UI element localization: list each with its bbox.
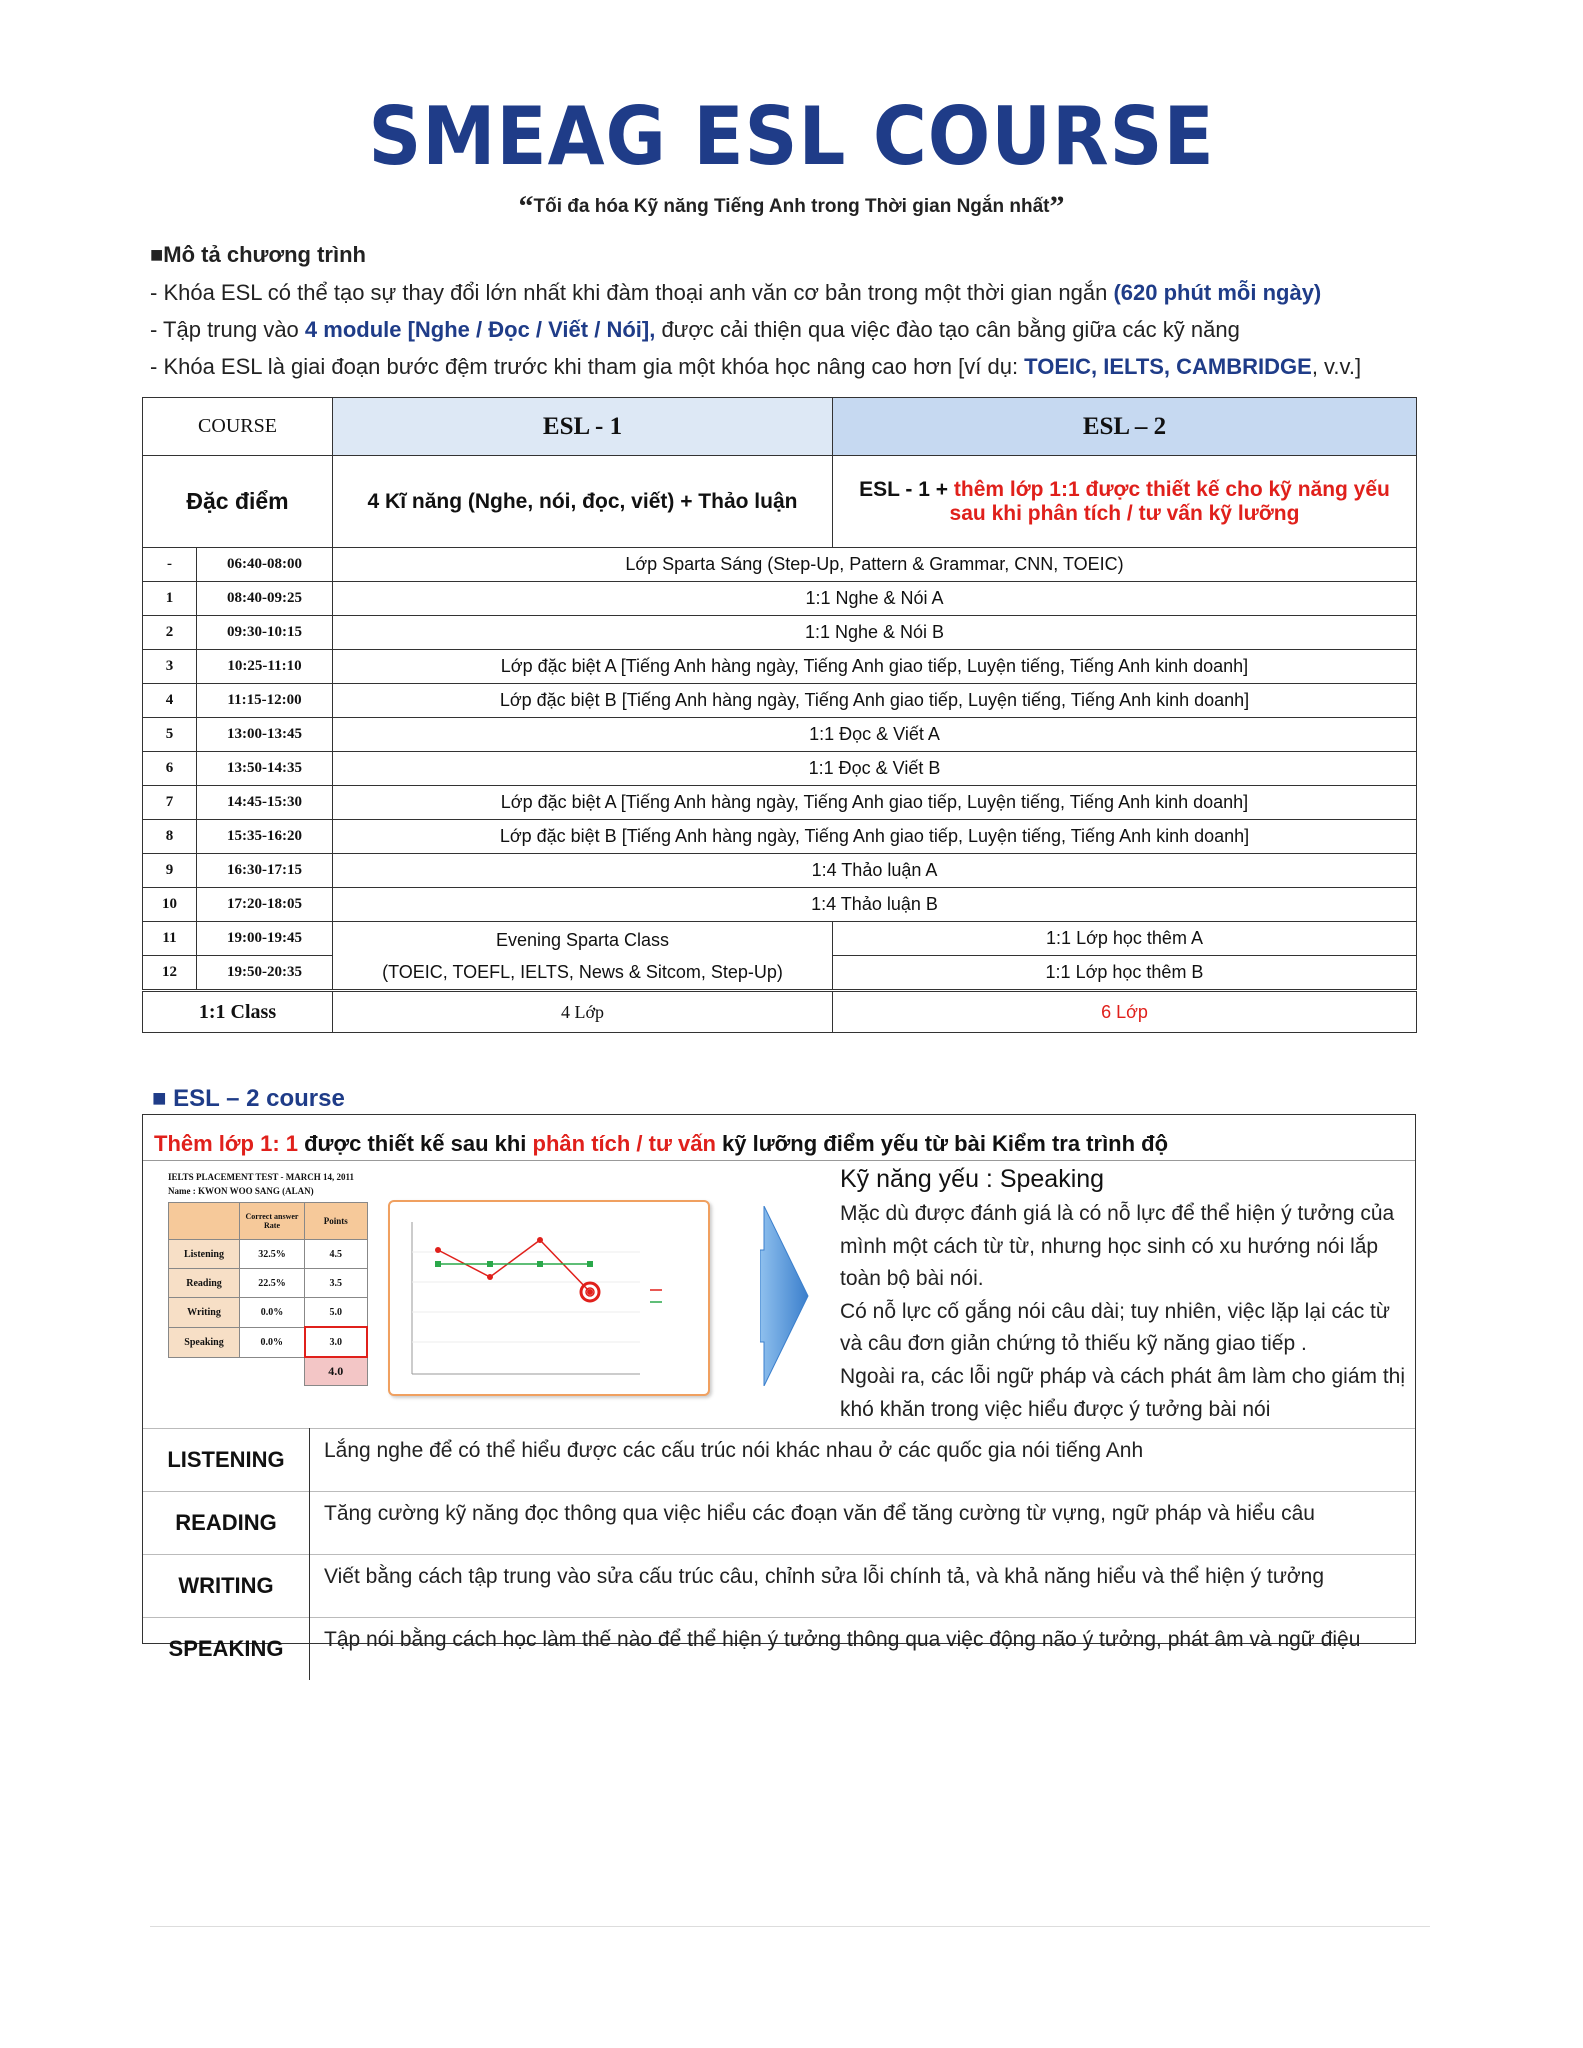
esl2-extra-class: 1:1 Lớp học thêm B: [833, 956, 1417, 991]
row-class: 1:4 Thảo luận B: [333, 888, 1417, 922]
row-class: 1:1 Nghe & Nói A: [333, 582, 1417, 616]
skill-row: [143, 1618, 1415, 1681]
skill-description: Tăng cường kỹ năng đọc thông qua việc hiểu các đoạn văn để tăng cường từ vựng, ngữ pháp và hiểu câu: [310, 1492, 1416, 1555]
score-row: [169, 1298, 368, 1328]
score-skill: Listening: [169, 1240, 240, 1269]
esl2-section-heading: ■ ESL – 2 course: [152, 1085, 345, 1112]
row-class: Lớp đặc biệt B [Tiếng Anh hàng ngày, Tiếng Anh giao tiếp, Luyện tiếng, Tiếng Anh kinh doanh]: [333, 820, 1417, 854]
skill-row: [143, 1429, 1415, 1492]
score-points: 5.0: [305, 1298, 368, 1328]
skills-rows: [143, 1429, 1415, 1681]
row-class: Lớp đặc biệt B [Tiếng Anh hàng ngày, Tiếng Anh giao tiếp, Luyện tiếng, Tiếng Anh kinh doanh]: [333, 684, 1417, 718]
schedule-row: [143, 582, 1417, 616]
page-title: SMEAG ESL COURSE: [368, 90, 1215, 183]
feature-label: Đặc điểm: [143, 456, 333, 548]
score-chart-svg: [390, 1202, 708, 1394]
schedule-row: [143, 888, 1417, 922]
schedule-table: [142, 397, 1417, 1033]
weak-skill-paragraph: Ngoài ra, các lỗi ngữ pháp và cách phát âm làm cho giám thị khó khăn trong việc hiểu được ý tưởng bài nói: [840, 1364, 1406, 1421]
row-number: 8: [143, 820, 197, 854]
score-rate: 32.5%: [240, 1240, 305, 1269]
row-time: 15:35-16:20: [197, 820, 333, 854]
row-time: 11:15-12:00: [197, 684, 333, 718]
skills-table: [143, 1428, 1415, 1680]
line2-highlight: 4 module [Nghe / Đọc / Viết / Nói],: [304, 317, 656, 342]
schedule-row: [143, 718, 1417, 752]
description-line-1: [150, 280, 1321, 306]
score-points: 3.5: [305, 1269, 368, 1298]
esl2-section-intro: [154, 1131, 1168, 1157]
schedule-row: [143, 854, 1417, 888]
schedule-row: [143, 650, 1417, 684]
skill-description: Tập nói bằng cách học làm thế nào để thể hiện ý tưởng thông qua việc động não ý tưởng, phát âm và ngữ điệu: [310, 1618, 1416, 1681]
score-row: [169, 1327, 368, 1357]
row-number: 7: [143, 786, 197, 820]
intro-text-b: được thiết kế sau khi: [298, 1131, 533, 1156]
row-number: 3: [143, 650, 197, 684]
row-time: 08:40-09:25: [197, 582, 333, 616]
skill-description: Lắng nghe để có thể hiểu được các cấu trúc nói khác nhau ở các quốc gia nói tiếng Anh: [310, 1429, 1416, 1492]
line2-text-c: được cải thiện qua việc đào tạo cân bằng giữa các kỹ năng: [655, 317, 1240, 342]
esl2-header: ESL – 2: [833, 398, 1417, 456]
row-time: 10:25-11:10: [197, 650, 333, 684]
course-label: COURSE: [143, 398, 333, 456]
row-time: 17:20-18:05: [197, 888, 333, 922]
schedule-row: [143, 820, 1417, 854]
line3-highlight: TOEIC, IELTS, CAMBRIDGE: [1024, 354, 1312, 379]
placement-test-image: [168, 1170, 383, 1395]
score-rate: 0.0%: [240, 1298, 305, 1328]
score-skill: Reading: [169, 1269, 240, 1298]
score-header-points: Points: [305, 1203, 368, 1240]
row-class: 1:1 Nghe & Nói B: [333, 616, 1417, 650]
row-class: Lớp đặc biệt A [Tiếng Anh hàng ngày, Tiếng Anh giao tiếp, Luyện tiếng, Tiếng Anh kinh doanh]: [333, 650, 1417, 684]
score-points: 3.0: [305, 1327, 368, 1357]
right-arrow-icon: [760, 1206, 810, 1386]
skill-row: [143, 1492, 1415, 1555]
score-header-blank: [169, 1203, 240, 1240]
score-skill: Speaking: [169, 1327, 240, 1357]
weak-skill-description: [840, 1198, 1406, 1426]
score-rate: 0.0%: [240, 1327, 305, 1357]
row-time: 19:00-19:45: [197, 922, 333, 956]
row-number: 11: [143, 922, 197, 956]
divider: [143, 1160, 1415, 1161]
row-time: 13:50-14:35: [197, 752, 333, 786]
intro-highlight-a: Thêm lớp 1: 1: [154, 1131, 298, 1156]
esl2-feature-highlight: thêm lớp 1:1 được thiết kế cho kỹ năng yếu sau khi phân tích / tư vấn kỹ lưỡng: [949, 477, 1390, 525]
row-time: 13:00-13:45: [197, 718, 333, 752]
row-time: 09:30-10:15: [197, 616, 333, 650]
evening-detail: (TOEIC, TOEFL, IELTS, News & Sitcom, Step-Up): [382, 961, 783, 982]
line3-text-a: - Khóa ESL là giai đoạn bước đệm trước khi tham gia một khóa học nâng cao hơn [ví dụ:: [150, 354, 1025, 379]
score-rows: [169, 1240, 368, 1358]
score-total: 4.0: [305, 1357, 368, 1386]
footer-divider: [150, 1926, 1430, 1927]
page-subtitle: [0, 190, 1583, 224]
placement-name: Name : KWON WOO SANG (ALAN): [168, 1186, 314, 1196]
score-chart-thumbnail: [388, 1200, 710, 1396]
row-time: 16:30-17:15: [197, 854, 333, 888]
skill-name: READING: [143, 1492, 310, 1555]
row-number: -: [143, 548, 197, 582]
evening-title: Evening Sparta Class: [495, 929, 670, 950]
total-label: 1:1 Class: [143, 991, 333, 1033]
open-quote: “: [518, 190, 534, 223]
subtitle-text: Tối đa hóa Kỹ năng Tiếng Anh trong Thời gian Ngắn nhất: [533, 196, 1050, 217]
series-a-line: [438, 1240, 590, 1292]
esl2-extra-class: 1:1 Lớp học thêm A: [833, 922, 1417, 956]
skill-description: Viết bằng cách tập trung vào sửa cấu trúc câu, chỉnh sửa lỗi chính tả, và khả năng hiểu và thể hiện ý tưởng: [310, 1555, 1416, 1618]
esl2-feature: [833, 456, 1417, 548]
schedule-row: [143, 684, 1417, 718]
row-time: 06:40-08:00: [197, 548, 333, 582]
schedule-row: [143, 786, 1417, 820]
line3-text-c: , v.v.]: [1311, 354, 1362, 379]
row-number: 9: [143, 854, 197, 888]
placement-title: IELTS PLACEMENT TEST - MARCH 14, 2011: [168, 1172, 354, 1182]
esl1-feature: 4 Kĩ năng (Nghe, nói, đọc, viết) + Thảo luận: [333, 456, 833, 548]
intro-highlight-c: phân tích / tư vấn: [532, 1131, 716, 1156]
row-number: 6: [143, 752, 197, 786]
schedule-rows: [143, 548, 1417, 922]
schedule-row: [143, 548, 1417, 582]
score-row: [169, 1269, 368, 1298]
description-heading: ■Mô tả chương trình: [150, 242, 366, 267]
placement-score-table: [168, 1202, 368, 1386]
score-header-rate: Correct answer Rate: [240, 1203, 305, 1240]
row-number: 12: [143, 956, 197, 991]
skill-name: LISTENING: [143, 1429, 310, 1492]
row-class: 1:1 Đọc & Viết A: [333, 718, 1417, 752]
row-number: 1: [143, 582, 197, 616]
esl2-total: 6 Lớp: [833, 991, 1417, 1033]
row-class: 1:4 Thảo luận A: [333, 854, 1417, 888]
score-total-blank: [240, 1357, 305, 1386]
row-number: 4: [143, 684, 197, 718]
schedule-row: [143, 616, 1417, 650]
row-class: 1:1 Đọc & Viết B: [333, 752, 1417, 786]
skill-row: [143, 1555, 1415, 1618]
score-rate: 22.5%: [240, 1269, 305, 1298]
weak-skill-paragraph: Có nỗ lực cố gắng nói câu dài; tuy nhiên, việc lặp lại các từ và câu đơn giản chứng tỏ thiếu kỹ năng giao tiếp .: [840, 1299, 1390, 1356]
line2-text-a: - Tập trung vào: [150, 317, 305, 342]
row-number: 2: [143, 616, 197, 650]
score-skill: Writing: [169, 1298, 240, 1328]
skill-name: WRITING: [143, 1555, 310, 1618]
skill-name: SPEAKING: [143, 1618, 310, 1681]
intro-text-d: kỹ lưỡng điểm yếu từ bài Kiểm tra trình độ: [715, 1131, 1169, 1156]
row-time: 14:45-15:30: [197, 786, 333, 820]
score-total-blank: [169, 1357, 240, 1386]
score-points: 4.5: [305, 1240, 368, 1269]
score-row: [169, 1240, 368, 1269]
close-quote: ”: [1049, 190, 1065, 223]
esl2-feature-text: ESL - 1 +: [859, 477, 954, 501]
weak-skill-title: Kỹ năng yếu : Speaking: [840, 1165, 1105, 1193]
evening-sparta-class: [333, 922, 833, 991]
weak-skill-paragraph: Mặc dù được đánh giá là có nỗ lực để thể hiện ý tưởng của mình một cách từ từ, nhưng học sinh có xu hướng nói lắp toàn bộ bài nói.: [840, 1202, 1395, 1291]
description-line-2: [150, 317, 1240, 343]
row-number: 5: [143, 718, 197, 752]
row-time: 19:50-20:35: [197, 956, 333, 991]
row-class: Lớp đặc biệt A [Tiếng Anh hàng ngày, Tiếng Anh giao tiếp, Luyện tiếng, Tiếng Anh kinh doanh]: [333, 786, 1417, 820]
row-number: 10: [143, 888, 197, 922]
esl1-header: ESL - 1: [333, 398, 833, 456]
description-line-3: [150, 354, 1361, 380]
line1-text: - Khóa ESL có thể tạo sự thay đổi lớn nhất khi đàm thoại anh văn cơ bản trong một thời gian ngắn: [150, 280, 1114, 305]
esl1-total: 4 Lớp: [333, 991, 833, 1033]
row-class: Lớp Sparta Sáng (Step-Up, Pattern & Grammar, CNN, TOEIC): [333, 548, 1417, 582]
line1-highlight: (620 phút mỗi ngày): [1113, 280, 1322, 305]
schedule-row: [143, 752, 1417, 786]
